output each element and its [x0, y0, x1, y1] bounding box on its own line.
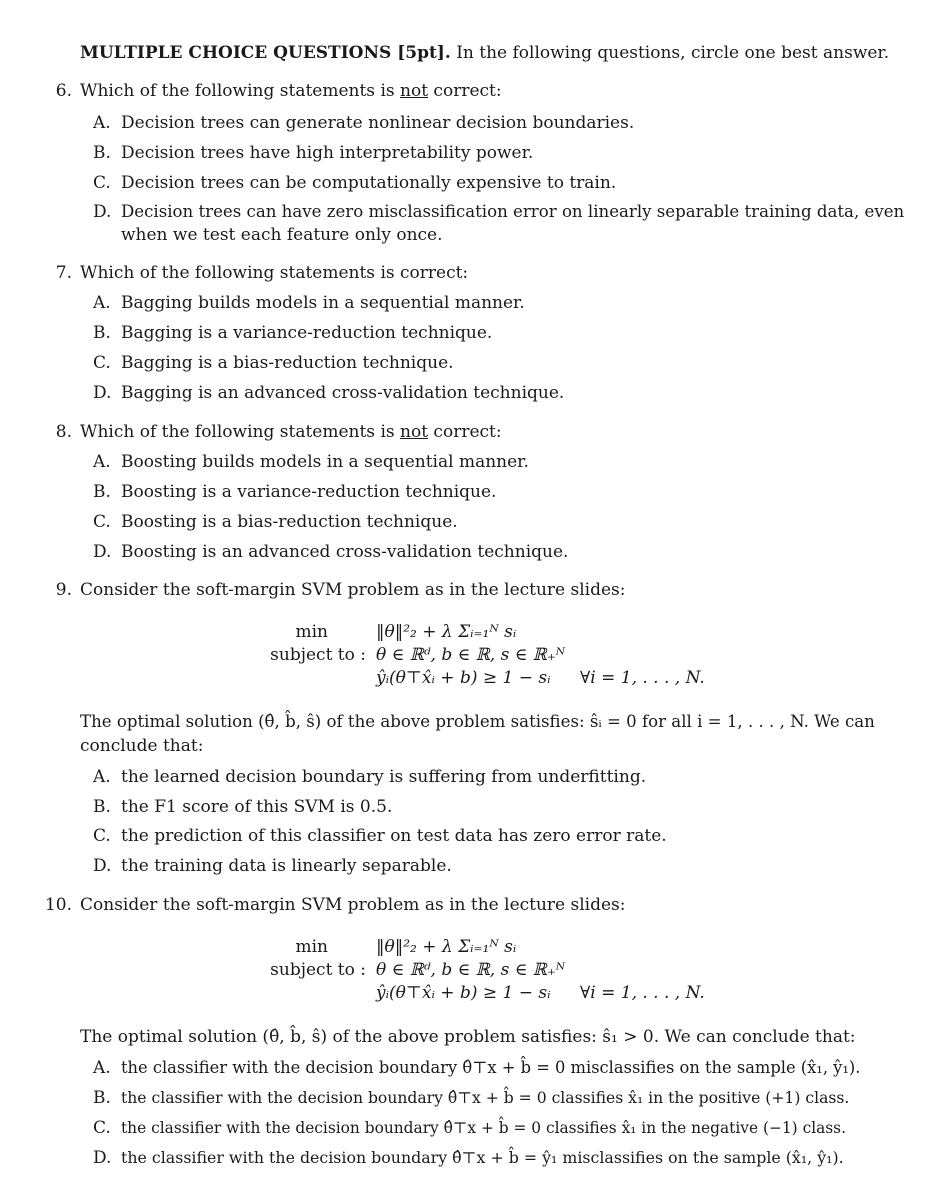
section-title: MULTIPLE CHOICE QUESTIONS [5pt].: [80, 43, 451, 63]
option-letter: A.: [93, 1058, 111, 1078]
section-instruction: In the following questions, circle one best answer.: [456, 43, 890, 63]
optimization-domain: θ ∈ ℝᵈ, b ∈ ℝ, s ∈ ℝ₊ᴺ: [376, 960, 566, 980]
question-stem: Which of the following statements is correct:: [80, 263, 469, 283]
optimization-quantifier: ∀i = 1, . . . , N.: [580, 983, 705, 1003]
option-text: the classifier with the decision boundary θ̂⊤x + b̂ = 0 classifies x̂₁ in the negative (−1) class.: [121, 1119, 846, 1137]
option-text: Bagging is a variance-reduction technique.: [121, 323, 493, 343]
option-text: Decision trees can generate nonlinear decision boundaries.: [121, 113, 635, 133]
option-letter: B.: [93, 482, 111, 502]
option-letter: B.: [93, 797, 111, 817]
option-letter: A.: [93, 113, 111, 133]
question-stem: Which of the following statements is not correct:: [80, 422, 502, 442]
emphasis-not: not: [400, 422, 429, 442]
option-letter: B.: [93, 143, 111, 163]
question-number: 6.: [55, 81, 72, 101]
option-letter: D.: [93, 202, 112, 222]
option-text: Decision trees can be computationally expensive to train.: [121, 173, 617, 193]
option-text: Boosting builds models in a sequential manner.: [121, 452, 529, 472]
optimization-constraint: ŷᵢ(θ⊤x̂ᵢ + b) ≥ 1 − sᵢ: [376, 668, 551, 688]
option-letter: C.: [93, 353, 111, 373]
optimization-domain: θ ∈ ℝᵈ, b ∈ ℝ, s ∈ ℝ₊ᴺ: [376, 645, 566, 665]
optimization-min-label: min: [295, 622, 328, 642]
optimization-constraint: ŷᵢ(θ⊤x̂ᵢ + b) ≥ 1 − sᵢ: [376, 983, 551, 1003]
option-text: Boosting is a bias-reduction technique.: [121, 512, 458, 532]
option-text: Decision trees can have zero misclassification error on linearly separable training data, even: [121, 202, 905, 221]
optimization-subject-label: subject to :: [270, 960, 366, 980]
option-letter: D.: [93, 856, 112, 876]
option-text: Boosting is an advanced cross-validation technique.: [121, 542, 569, 562]
option-text: Bagging builds models in a sequential manner.: [121, 293, 525, 313]
option-text: the learned decision boundary is suffering from underfitting.: [121, 767, 647, 787]
question-continuation: The optimal solution (θ̂, b̂, ŝ) of the above problem satisfies: ŝ₁ > 0. We can conclude that:: [80, 1027, 856, 1047]
question-number: 9.: [55, 580, 72, 600]
option-text: the classifier with the decision boundary θ̂⊤x + b̂ = ŷ₁ misclassifies on the sample (x̂₁, ŷ₁).: [121, 1148, 844, 1167]
question-continuation: The optimal solution (θ̂, b̂, ŝ) of the above problem satisfies: ŝᵢ = 0 for all i = 1, . . . , N. We can: [80, 712, 875, 731]
option-text: the classifier with the decision boundary θ̂⊤x + b̂ = 0 misclassifies on the sample (x̂₁, ŷ₁).: [121, 1058, 861, 1077]
question-stem: Which of the following statements is not correct:: [80, 81, 502, 101]
option-letter: B.: [93, 1088, 111, 1108]
option-text: the F1 score of this SVM is 0.5.: [121, 797, 393, 817]
section-header: [80, 43, 889, 63]
option-letter: D.: [93, 542, 112, 562]
option-letter: C.: [93, 512, 111, 532]
option-letter: B.: [93, 323, 111, 343]
option-text: the training data is linearly separable.: [121, 856, 452, 876]
optimization-subject-label: subject to :: [270, 645, 366, 665]
question-stem: Consider the soft-margin SVM problem as in the lecture slides:: [80, 895, 626, 915]
emphasis-not: not: [400, 81, 429, 101]
optimization-objective: ‖θ‖²₂ + λ Σᵢ₌₁ᴺ sᵢ: [376, 937, 517, 957]
question-stem: Consider the soft-margin SVM problem as in the lecture slides:: [80, 580, 626, 600]
option-text: Decision trees have high interpretability power.: [121, 143, 534, 163]
option-text: Bagging is a bias-reduction technique.: [121, 353, 454, 373]
option-text: the classifier with the decision boundary θ̂⊤x + b̂ = 0 classifies x̂₁ in the positive (+1) class.: [121, 1089, 850, 1107]
question-number: 7.: [55, 263, 72, 283]
question-continuation: conclude that:: [80, 736, 204, 756]
option-letter: C.: [93, 173, 111, 193]
option-letter: C.: [93, 1118, 111, 1138]
optimization-quantifier: ∀i = 1, . . . , N.: [580, 668, 705, 688]
option-letter: A.: [93, 452, 111, 472]
option-text-continued: when we test each feature only once.: [121, 225, 443, 245]
optimization-min-label: min: [295, 937, 328, 957]
option-letter: D.: [93, 1148, 112, 1168]
option-letter: A.: [93, 767, 111, 787]
option-text: the prediction of this classifier on test data has zero error rate.: [121, 826, 667, 846]
option-text: Bagging is an advanced cross-validation technique.: [121, 383, 565, 403]
option-letter: A.: [93, 293, 111, 313]
option-letter: D.: [93, 383, 112, 403]
optimization-objective: ‖θ‖²₂ + λ Σᵢ₌₁ᴺ sᵢ: [376, 622, 517, 642]
option-letter: C.: [93, 826, 111, 846]
question-number: 10.: [44, 895, 72, 915]
question-number: 8.: [55, 422, 72, 442]
option-text: Boosting is a variance-reduction technique.: [121, 482, 497, 502]
